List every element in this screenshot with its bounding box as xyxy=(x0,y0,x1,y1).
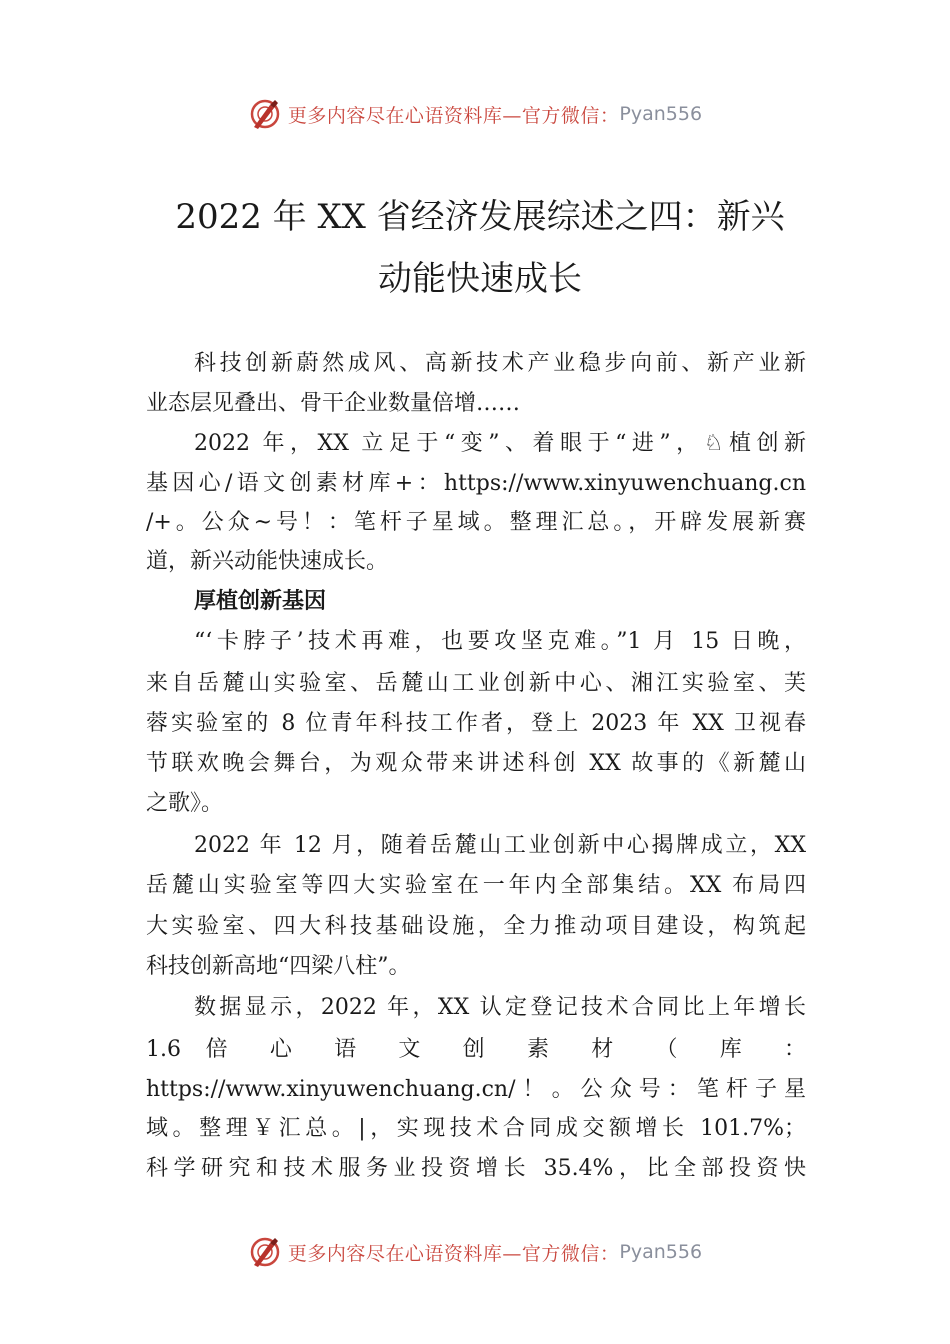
paragraph-line: 2022 年，XX 立足于“变”、着眼于“进”，♘植创新 xyxy=(194,431,806,456)
paragraph-line: 域。整理￥汇总。|，实现技术合同成交额增长 101.7%； xyxy=(146,1116,806,1141)
paragraph-line: 科技创新蔚然成风、高新技术产业稳步向前、新产业新 xyxy=(194,351,806,376)
banner-text: 更多内容尽在心语资料库—官方微信： xyxy=(287,104,620,127)
title-line-2: 动能快速成长 xyxy=(378,259,582,299)
paragraph-line: 之歌》。 xyxy=(146,791,224,816)
paragraph-line: 节联欢晚会舞台，为观众带来讲述科创 XX 故事的《新麓山 xyxy=(146,751,806,776)
paragraph-line: 道，新兴动能快速成长。 xyxy=(146,549,389,574)
paragraph-line: 科技创新高地“四梁八柱”。 xyxy=(146,954,411,979)
paragraph-line: 大实验室、四大科技基础设施，全力推动项目建设，构筑起 xyxy=(146,914,806,939)
document-title xyxy=(120,186,840,310)
banner-text: 更多内容尽在心语资料库—官方微信： xyxy=(287,1242,620,1265)
paragraph-line: 2022 年 12 月，随着岳麓山工业创新中心揭牌成立，XX xyxy=(194,833,806,858)
paragraph-line: 岳麓山实验室等四大实验室在一年内全部集结。XX 布局四 xyxy=(146,873,806,898)
paragraph-line: “‘卡脖子’技术再难，也要攻坚克难。”1 月 15 日晚， xyxy=(194,629,806,654)
pen-logo-icon xyxy=(248,97,282,131)
paragraph-line: /+。公众~号！：笔杆子星域。整理汇总。，开辟发展新赛 xyxy=(146,510,806,535)
paragraph-line: 数据显示，2022 年，XX 认定登记技术合同比上年增长 xyxy=(194,995,806,1020)
paragraph-line: https://www.xinyuwenchuang.cn/！。公众号：笔杆子星 xyxy=(146,1077,806,1102)
paragraph-line: 蓉实验室的 8 位青年科技工作者，登上 2023 年 XX 卫视春 xyxy=(146,711,806,736)
paragraph-line: 科学研究和技术服务业投资增长 35.4%，比全部投资快 xyxy=(146,1156,806,1181)
paragraph-line: 1.6 倍 心 语 文 创 素 材 （ 库 ： xyxy=(146,1037,806,1062)
paragraph-line: 来自岳麓山实验室、岳麓山工业创新中心、湘江实验室、芙 xyxy=(146,671,806,696)
watermark-banner-top xyxy=(0,92,950,136)
paragraph-line: 业态层见叠出、骨干企业数量倍增…… xyxy=(146,391,521,416)
banner-wechat-id: Pyan556 xyxy=(619,103,703,125)
watermark-banner-bottom xyxy=(0,1230,950,1274)
paragraph-line: 基因心/语文创素材库+：https://www.xinyuwenchuang.cn xyxy=(146,471,806,496)
section-heading: 厚植创新基因 xyxy=(194,589,327,614)
pen-logo-icon xyxy=(248,1235,282,1269)
title-line-1: 2022 年 XX 省经济发展综述之四：新兴 xyxy=(175,197,785,237)
banner-wechat-id: Pyan556 xyxy=(619,1241,703,1263)
